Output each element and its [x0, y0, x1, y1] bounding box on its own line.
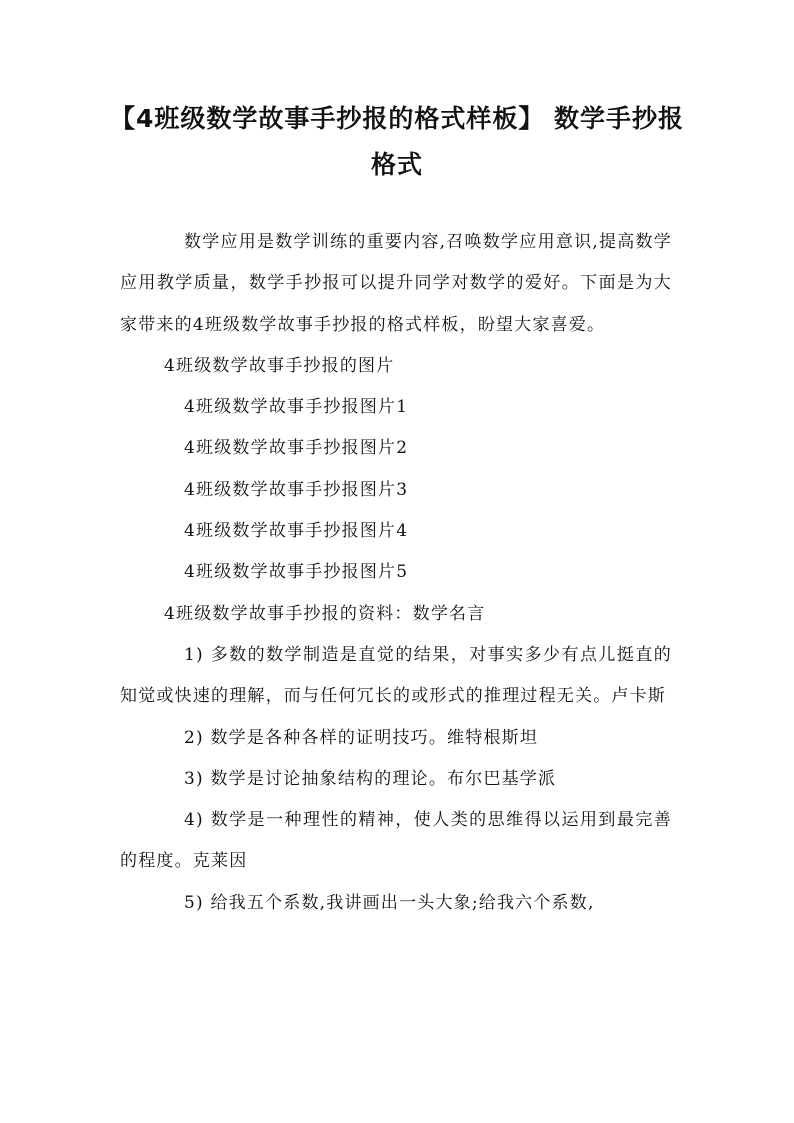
document-title: 【4班级数学故事手抄报的格式样板】 数学手抄报格式 — [109, 104, 685, 179]
quote-item: 2) 数学是各种各样的证明技巧。维特根斯坦 — [184, 727, 539, 748]
pictures-heading: 4班级数学故事手抄报的图片 — [164, 355, 395, 376]
quote-item: 3) 数学是讨论抽象结构的理论。布尔巴基学派 — [184, 768, 557, 789]
picture-caption-3: 4班级数学故事手抄报图片3 — [184, 479, 409, 500]
picture-caption-4: 4班级数学故事手抄报图片4 — [184, 521, 409, 542]
picture-caption-5: 4班级数学故事手抄报图片5 — [184, 562, 409, 583]
picture-caption-2: 4班级数学故事手抄报图片2 — [184, 438, 409, 459]
materials-heading: 4班级数学故事手抄报的资料：数学名言 — [164, 603, 486, 624]
quote-item: 5) 给我五个系数,我讲画出一头大象;给我六个系数, — [184, 892, 595, 913]
picture-caption-1: 4班级数学故事手抄报图片1 — [184, 397, 409, 418]
quote-item: 4) 数学是一种理性的精神，使人类的思维得以运用到最完善的程度。克莱因 — [120, 810, 672, 872]
intro-paragraph: 数学应用是数学训练的重要内容,召唤数学应用意识,提高数学应用教学质量，数学手抄报可以提升同学对数学的爱好。下面是为大家带来的4班级数学故事手抄报的格式样板，盼望大家喜爱。 — [120, 232, 672, 335]
document-body — [120, 222, 672, 924]
quote-item: 1) 多数的数学制造是直觉的结果，对事实多少有点儿挺直的知觉或快速的理解，而与任何冗长的或形式的推理过程无关。卢卡斯 — [120, 644, 672, 707]
